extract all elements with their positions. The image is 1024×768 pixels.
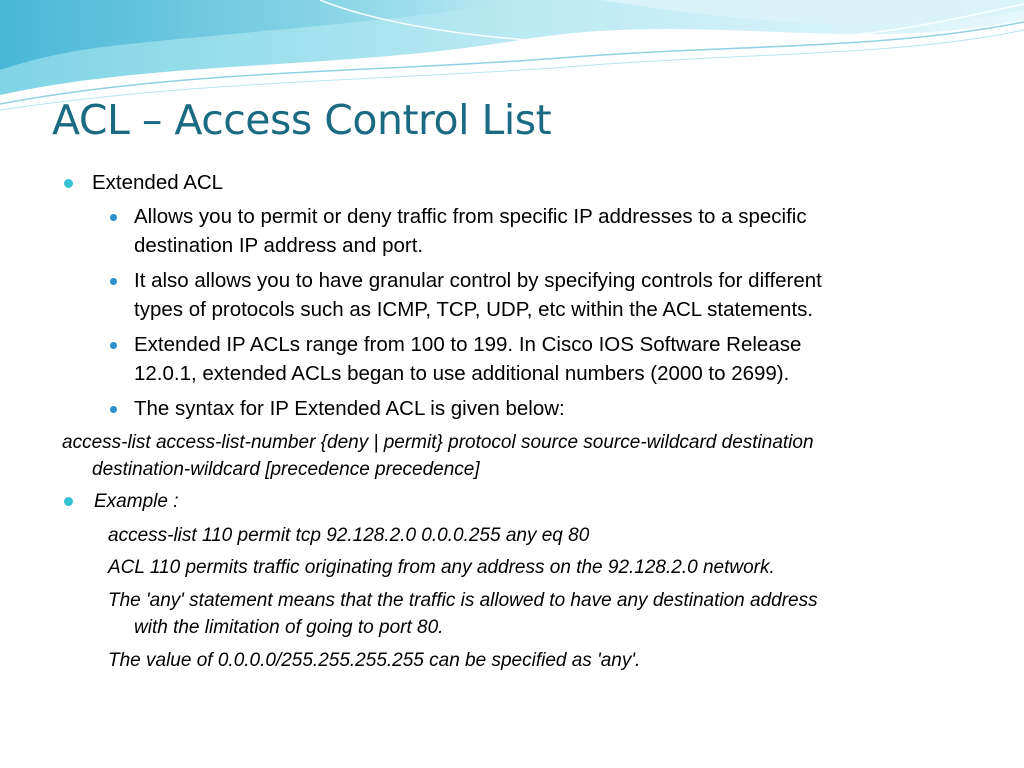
sub-bullet-3-line2: 12.0.1, extended ACLs began to use additional numbers (2000 to 2699). xyxy=(134,362,790,385)
example-line-3a: The 'any' statement means that the traffic is allowed to have any destination address xyxy=(108,590,818,611)
sub-bullet-1-line2: destination IP address and port. xyxy=(134,234,424,257)
bullet-dot-icon xyxy=(64,497,73,506)
syntax-line1: access-list access-list-number {deny | permit} protocol source source-wildcard destination xyxy=(62,432,814,453)
sub-bullet-dot-icon xyxy=(110,406,117,413)
sub-bullet-3-line1: Extended IP ACLs range from 100 to 199. In Cisco IOS Software Release xyxy=(134,333,802,356)
bullet-dot-icon xyxy=(64,179,73,188)
example-line-2: ACL 110 permits traffic originating from any address on the 92.128.2.0 network. xyxy=(108,557,775,578)
syntax-line2: destination-wildcard [precedence precedence] xyxy=(92,459,480,480)
example-line-4: The value of 0.0.0.0/255.255.255.255 can be specified as 'any'. xyxy=(108,650,641,671)
sub-bullet-2-line2: types of protocols such as ICMP, TCP, UDP, etc within the ACL statements. xyxy=(134,298,814,321)
bullet-extended-acl: Extended ACL xyxy=(92,171,224,194)
sub-bullet-dot-icon xyxy=(110,342,117,349)
sub-bullet-dot-icon xyxy=(110,278,117,285)
sub-bullet-1-line1: Allows you to permit or deny traffic from specific IP addresses to a specific xyxy=(134,205,807,228)
sub-bullet-2-line1: It also allows you to have granular control by specifying controls for different xyxy=(134,269,822,292)
slide-title: ACL – Access Control List xyxy=(52,96,552,144)
sub-bullet-dot-icon xyxy=(110,214,117,221)
sub-bullet-4-line1: The syntax for IP Extended ACL is given below: xyxy=(134,397,565,420)
example-line-1: access-list 110 permit tcp 92.128.2.0 0.0.0.255 any eq 80 xyxy=(108,525,590,546)
example-label: Example : xyxy=(94,491,179,512)
example-line-3b: with the limitation of going to port 80. xyxy=(134,617,444,638)
